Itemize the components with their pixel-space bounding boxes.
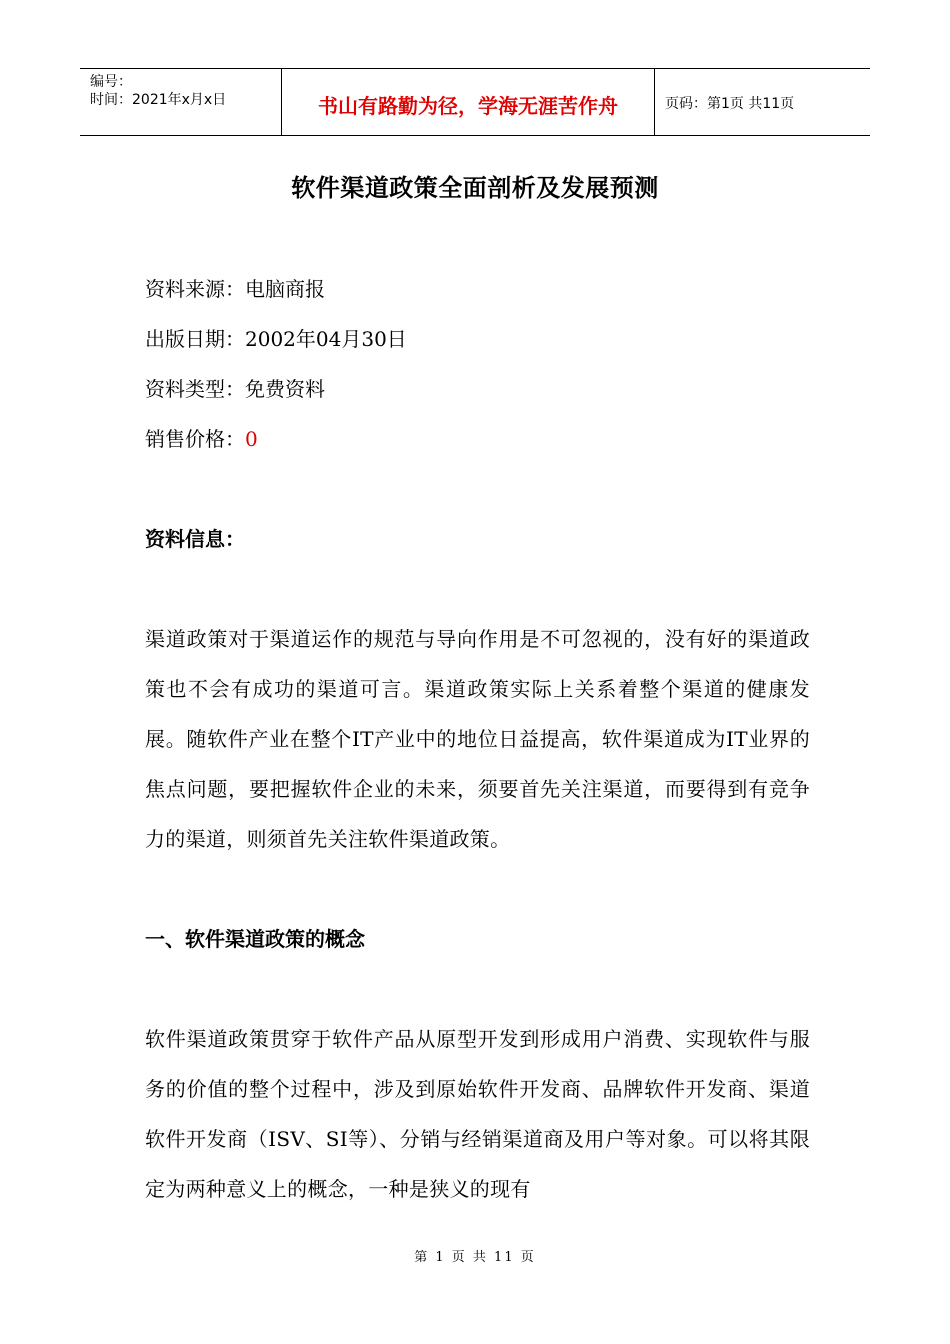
spacer xyxy=(145,964,810,1014)
header-meta-cell xyxy=(80,69,282,135)
info-heading: 资料信息： xyxy=(145,527,245,551)
price-line xyxy=(145,414,810,464)
document-header xyxy=(80,68,870,136)
source-label: 资料来源： xyxy=(145,277,245,301)
header-number-label: 编号： xyxy=(90,74,132,90)
date-line xyxy=(145,314,810,364)
spacer xyxy=(145,864,810,914)
type-line xyxy=(145,364,810,414)
section-heading: 一、软件渠道政策的概念 xyxy=(145,927,365,951)
type-label: 资料类型： xyxy=(145,377,245,401)
source-line xyxy=(145,264,810,314)
date-value: 2002年04月30日 xyxy=(245,327,407,351)
type-value: 免费资料 xyxy=(245,377,325,401)
price-label: 销售价格： xyxy=(145,427,245,451)
header-time-label: 时间：2021年x月x日 xyxy=(90,92,227,108)
intro-paragraph: 渠道政策对于渠道运作的规范与导向作用是不可忽视的，没有好的渠道政策也不会有成功的渠道可言。渠道政策实际上关系着整个渠道的健康发展。随软件产业在整个IT产业中的地位日益提高，软件渠道成为IT业界的焦点问题，要把握软件企业的未来，须要首先关注渠道，而要得到有竞争力的渠道，则须首先关注软件渠道政策。 xyxy=(145,627,810,851)
document-title: 软件渠道政策全面剖析及发展预测 xyxy=(291,174,659,202)
source-value: 电脑商报 xyxy=(245,277,325,301)
spacer xyxy=(145,564,810,614)
spacer xyxy=(145,464,810,514)
header-motto: 书山有路勤为径，学海无涯苦作舟 xyxy=(282,69,655,135)
header-page-info: 页码：第1页 共11页 xyxy=(665,96,795,112)
document-body xyxy=(145,264,810,1214)
date-label: 出版日期： xyxy=(145,327,245,351)
price-value: 0 xyxy=(245,427,258,451)
page-footer: 第 1 页 共 11 页 xyxy=(414,1250,536,1265)
concept-paragraph: 软件渠道政策贯穿于软件产品从原型开发到形成用户消费、实现软件与服务的价值的整个过程中，涉及到原始软件开发商、品牌软件开发商、渠道软件开发商（ISV、SI等）、分销与经销渠道商及用户等对象。可以将其限定为两种意义上的概念，一种是狭义的现有 xyxy=(145,1027,810,1201)
